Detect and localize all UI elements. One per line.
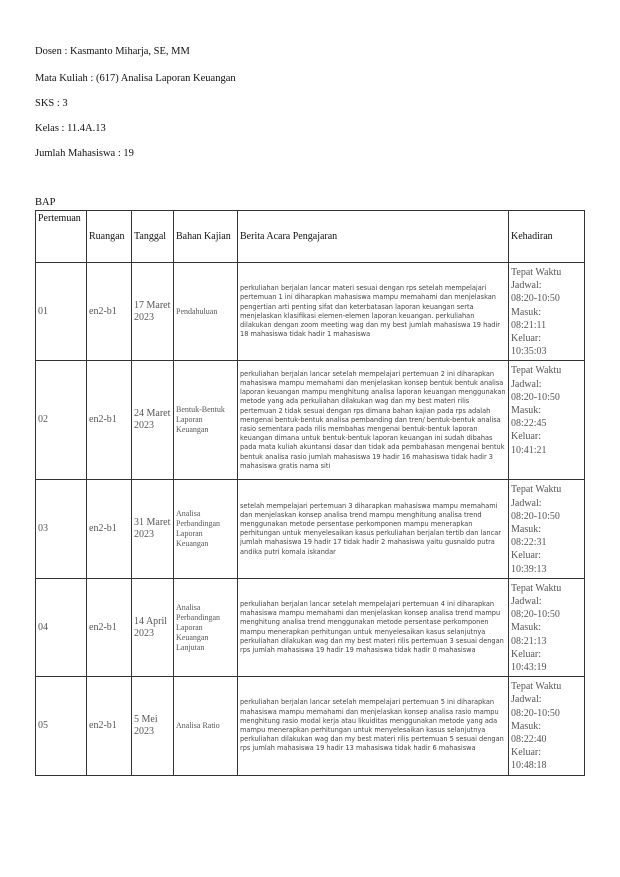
kehadiran-line: Masuk:: [511, 622, 541, 634]
kehadiran-line: 08:20-10:50: [511, 510, 560, 522]
cell-ruangan: en2-b1: [87, 263, 132, 361]
cell-bahan-kajian: Analisa Perbandingan Laporan Keuangan Lanjutan: [174, 578, 238, 676]
cell-ruangan: en2-b1: [87, 578, 132, 676]
cell-kehadiran: [509, 361, 585, 480]
cell-ruangan: en2-b1: [87, 361, 132, 480]
col-kehadiran: Kehadiran: [509, 211, 585, 263]
col-bahan-kajian: Bahan Kajian: [174, 211, 238, 263]
mata-kuliah-line: Mata Kuliah : (617) Analisa Laporan Keuangan: [35, 73, 236, 84]
col-pertemuan: Pertemuan: [36, 211, 87, 263]
cell-berita-acara: perkuliahan berjalan lancar setelah mempelajari pertemuan 5 ini diharapkan mahasiswa mampu memahami dan menjelaskan konsep analisa rasio mampu menghitung rasio modal kerja atau likuiditas menggunakan metode yang ada mampu menerapkan perhitungan untuk menyelesaikan kasus selanjutnya perkuliahan dilakukan wag dan my best materi rilis pertemuan 5 sesuai dengan rps jumlah mahasiswa 19 hadir 13 mahasiswa tidak hadir 6 mahasiswa: [238, 677, 509, 775]
kelas-line: Kelas : 11.4A.13: [35, 123, 106, 134]
kehadiran-line: Tepat Waktu: [511, 582, 562, 594]
kehadiran-line: Masuk:: [511, 405, 541, 417]
bap-title: BAP: [35, 197, 56, 208]
kehadiran-line: 08:20-10:50: [511, 609, 560, 621]
cell-tanggal: 17 Maret 2023: [132, 263, 174, 361]
kehadiran-line: 10:35:03: [511, 346, 547, 358]
kehadiran-line: Tepat Waktu: [511, 484, 562, 496]
table-row: [36, 480, 585, 578]
cell-pertemuan: 04: [36, 578, 87, 676]
kehadiran-line: Tepat Waktu: [511, 267, 562, 278]
kehadiran-line: Tepat Waktu: [511, 365, 562, 377]
cell-pertemuan: 05: [36, 677, 87, 775]
kehadiran-line: 10:43:19: [511, 662, 547, 674]
table-row: [36, 578, 585, 676]
kehadiran-line: 08:21:13: [511, 635, 547, 647]
kehadiran-line: 08:22:45: [511, 418, 547, 430]
cell-tanggal: 24 Maret 2023: [132, 361, 174, 480]
kehadiran-line: Jadwal:: [511, 694, 542, 706]
kehadiran-line: Keluar:: [511, 333, 541, 345]
cell-pertemuan: 01: [36, 263, 87, 361]
col-ruangan: Ruangan: [87, 211, 132, 263]
kehadiran-line: 08:20-10:50: [511, 391, 560, 403]
cell-pertemuan: 02: [36, 361, 87, 480]
kehadiran-line: 10:41:21: [511, 444, 547, 456]
kehadiran-line: 08:20-10:50: [511, 707, 560, 719]
kehadiran-line: Tepat Waktu: [511, 681, 562, 693]
kehadiran-line: Keluar:: [511, 648, 541, 660]
kehadiran-line: 08:22:40: [511, 734, 547, 746]
cell-bahan-kajian: Analisa Perbandingan Laporan Keuangan: [174, 480, 238, 578]
cell-kehadiran: [509, 677, 585, 775]
col-berita-acara: Berita Acara Pengajaran: [238, 211, 509, 263]
cell-bahan-kajian: Pendahuluan: [174, 263, 238, 361]
cell-tanggal: 14 April 2023: [132, 578, 174, 676]
kehadiran-line: Masuk:: [511, 720, 541, 732]
kehadiran-line: Keluar:: [511, 550, 541, 562]
jumlah-mahasiswa-line: Jumlah Mahasiswa : 19: [35, 148, 134, 159]
cell-kehadiran: [509, 480, 585, 578]
kehadiran-line: Masuk:: [511, 306, 541, 318]
cell-berita-acara: perkuliahan berjalan lancar materi sesuai dengan rps setelah mempelajari pertemuan 1 ini diharapkan mahasiswa mampu memahami dan menjelaskan pengertian arti penting sifat dan keterbatasan laporan keuangan serta menjelaskan klasifikasi elemen-elemen laporan keuangan. perkuliahan dilakukan dengan zoom meeting wag dan my best jumlah mahasiswa 19 hadir 18 mahasiswa tidak hadir 1 mahasiswa: [238, 263, 509, 361]
kehadiran-line: 08:22:31: [511, 537, 547, 549]
bap-table: [35, 210, 585, 776]
cell-berita-acara: perkuliahan berjalan lancar setelah mempelajari pertemuan 4 ini diharapkan mahasiswa mampu memahami dan menjelaskan konsep analisa trend mampu menghitung analisa trend menggunakan metode persentase perkomponen mampu menerapkan perhitungan untuk menyelesaikan kasus selanjutnya perkuliahan dilakukan wag dan my best materi rilis pertemuan 3 sesuai dengan rps jumlah mahasiswa 19 hadir 19 mahasiswa tidak hadir 0 mahasiswa: [238, 578, 509, 676]
cell-bahan-kajian: Bentuk-Bentuk Laporan Keuangan: [174, 361, 238, 480]
kehadiran-line: Masuk:: [511, 524, 541, 536]
kehadiran-line: Keluar:: [511, 431, 541, 443]
kehadiran-line: 08:20-10:50: [511, 293, 560, 305]
cell-pertemuan: 03: [36, 480, 87, 578]
table-row: [36, 677, 585, 775]
cell-berita-acara: perkuliahan berjalan lancar setelah mempelajari pertemuan 2 ini diharapkan mahasiswa mampu memahami dan menjelaskan konsep bentuk bentuk analisa laporan keuangan mampu menghitung analisa laporan keuangan menggunakan metode yang ada perkuliahan dilakukan wag dan my best materi rilis pertemuan 2 tidak sesuai dengan rps dimana bahan kajian pada rps adalah mengenai bentuk-bentuk analisa pembanding dan tren/ bentuk-bentuk analisa rasio sementara pada rilis membahas mengenai bentuk-bentuk laporan keuangan dimana untuk bentuk-bentuk laporan keuangan ini sudah dibahas pada mata kuliah akuntansi dasar dan tidak ada pembahasan mengenai bentuk bentuk analisa rasio jumlah mahasiswa 19 hadir 16 mahasiswa tidak hadir 3 mahasiswa gratis nama siti: [238, 361, 509, 480]
kehadiran-line: Jadwal:: [511, 497, 542, 509]
cell-ruangan: en2-b1: [87, 677, 132, 775]
table-header-row: [36, 211, 585, 263]
sks-line: SKS : 3: [35, 98, 68, 109]
kehadiran-line: Jadwal:: [511, 378, 542, 390]
cell-kehadiran: [509, 263, 585, 361]
kehadiran-line: Jadwal:: [511, 596, 542, 608]
cell-ruangan: en2-b1: [87, 480, 132, 578]
table-row: [36, 263, 585, 361]
cell-tanggal: 5 Mei 2023: [132, 677, 174, 775]
cell-kehadiran: [509, 578, 585, 676]
table-row: [36, 361, 585, 480]
kehadiran-line: Jadwal:: [511, 280, 542, 292]
kehadiran-line: 08:21:11: [511, 319, 547, 331]
kehadiran-line: 10:39:13: [511, 563, 547, 575]
cell-tanggal: 31 Maret 2023: [132, 480, 174, 578]
col-tanggal: Tanggal: [132, 211, 174, 263]
kehadiran-line: Keluar:: [511, 747, 541, 759]
dosen-line: Dosen : Kasmanto Miharja, SE, MM: [35, 46, 190, 57]
cell-bahan-kajian: Analisa Ratio: [174, 677, 238, 775]
kehadiran-line: 10:48:18: [511, 760, 547, 772]
cell-berita-acara: setelah mempelajari pertemuan 3 diharapkan mahasiswa mampu memahami dan menjelaskan konsep analisa trend mampu menghitung analisa trend menggunakan metode persentase perkomponen mampu menerapkan perhitungan untuk menyelesaikan kasus perkuliahan berjalan tertib dan lancar jumlah mahasiswa 19 hadir 17 tidak hadir 2 mahasiswa yaitu gusnaldo putra andika putri komala iskandar: [238, 480, 509, 578]
